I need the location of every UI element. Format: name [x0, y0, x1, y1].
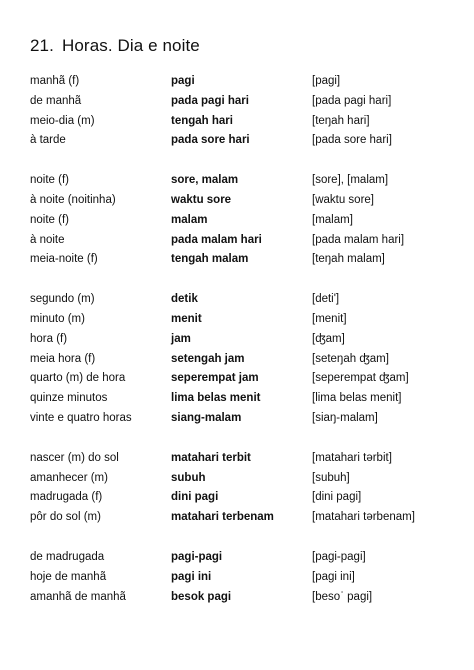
transcription: [pada sore hari]	[312, 134, 392, 147]
indonesian-term: lima belas menit	[171, 392, 261, 405]
portuguese-term: hora (f)	[30, 332, 68, 345]
vocabulary-row	[30, 112, 460, 132]
vocabulary-row	[30, 290, 460, 310]
portuguese-term: de manhã	[30, 94, 82, 107]
portuguese-term: madrugada (f)	[30, 491, 103, 504]
portuguese-term: quinze minutos	[30, 392, 108, 405]
portuguese-term: meia hora (f)	[30, 352, 96, 365]
portuguese-term: à noite	[30, 233, 65, 246]
transcription: [matahari tərbenam]	[312, 511, 415, 524]
portuguese-term: meio-dia (m)	[30, 114, 95, 127]
vocabulary-row	[30, 92, 460, 112]
indonesian-term: waktu sore	[171, 193, 232, 206]
transcription: [sore], [malam]	[312, 174, 389, 187]
portuguese-term: à noite (noitinha)	[30, 193, 116, 206]
vocabulary-list	[30, 72, 460, 627]
vocabulary-group	[30, 171, 460, 270]
portuguese-term: pôr do sol (m)	[30, 511, 101, 524]
portuguese-term: noite (f)	[30, 213, 69, 226]
vocabulary-row	[30, 72, 460, 92]
transcription: [ʤam]	[312, 332, 345, 345]
vocabulary-group	[30, 449, 460, 528]
portuguese-term: noite (f)	[30, 174, 69, 187]
vocabulary-row	[30, 350, 460, 370]
vocabulary-group	[30, 290, 460, 429]
transcription: [besoʾ pagi]	[312, 590, 373, 603]
transcription: [matahari tərbit]	[312, 451, 392, 464]
indonesian-term: menit	[171, 312, 202, 325]
vocabulary-row	[30, 389, 460, 409]
indonesian-term: sore, malam	[171, 174, 239, 187]
vocabulary-row	[30, 588, 460, 608]
transcription: [menit]	[312, 312, 347, 325]
portuguese-term: hoje de manhã	[30, 570, 107, 583]
vocabulary-row	[30, 568, 460, 588]
indonesian-term: pagi	[171, 75, 195, 87]
portuguese-term: à tarde	[30, 134, 66, 147]
indonesian-term: dini pagi	[171, 491, 219, 504]
indonesian-term: seperempat jam	[171, 372, 259, 385]
transcription: [teŋah hari]	[312, 114, 370, 127]
indonesian-term: setengah jam	[171, 352, 245, 365]
transcription: [pagi-pagi]	[312, 550, 366, 563]
portuguese-term: vinte e quatro horas	[30, 411, 132, 424]
transcription: [seteŋah ʤam]	[312, 352, 389, 365]
vocabulary-row	[30, 191, 460, 211]
indonesian-term: siang-malam	[171, 411, 242, 424]
vocabulary-row	[30, 330, 460, 350]
transcription: [pada malam hari]	[312, 233, 405, 246]
portuguese-term: nascer (m) do sol	[30, 451, 119, 464]
portuguese-term: segundo (m)	[30, 293, 95, 306]
transcription: [waktu sore]	[312, 193, 374, 206]
vocabulary-row	[30, 171, 460, 191]
transcription: [seperempat ʤam]	[312, 372, 409, 385]
transcription: [siaŋ-malam]	[312, 411, 378, 424]
indonesian-term: subuh	[171, 471, 206, 484]
indonesian-term: tengah malam	[171, 253, 249, 266]
portuguese-term: amanhecer (m)	[30, 471, 108, 484]
transcription: [subuh]	[312, 471, 350, 484]
transcription: [malam]	[312, 213, 353, 226]
transcription: [dini pagi]	[312, 491, 362, 504]
vocabulary-row	[30, 369, 460, 389]
indonesian-term: pada pagi hari	[171, 94, 249, 107]
section-title: Horas. Dia e noite	[62, 36, 200, 55]
transcription: [teŋah malam]	[312, 253, 385, 266]
portuguese-term: amanhã de manhã	[30, 590, 126, 603]
portuguese-term: quarto (m) de hora	[30, 372, 126, 385]
indonesian-term: pada sore hari	[171, 134, 250, 147]
indonesian-term: matahari terbit	[171, 451, 251, 464]
vocabulary-row	[30, 250, 460, 270]
portuguese-term: de madrugada	[30, 550, 105, 563]
indonesian-term: pada malam hari	[171, 233, 262, 246]
vocabulary-row	[30, 548, 460, 568]
vocabulary-row	[30, 211, 460, 231]
indonesian-term: detik	[171, 293, 198, 306]
indonesian-term: matahari terbenam	[171, 511, 274, 524]
vocabulary-row	[30, 231, 460, 251]
vocabulary-row	[30, 449, 460, 469]
portuguese-term: manhã (f)	[30, 75, 80, 87]
vocabulary-group	[30, 72, 460, 151]
page-title	[30, 36, 200, 56]
vocabulary-row	[30, 508, 460, 528]
portuguese-term: minuto (m)	[30, 312, 85, 325]
vocabulary-group	[30, 548, 460, 607]
transcription: [pada pagi hari]	[312, 94, 392, 107]
vocabulary-row	[30, 409, 460, 429]
indonesian-term: malam	[171, 213, 208, 226]
vocabulary-row	[30, 469, 460, 489]
indonesian-term: tengah hari	[171, 114, 233, 127]
transcription: [pagi ini]	[312, 570, 355, 583]
indonesian-term: pagi ini	[171, 570, 212, 583]
indonesian-term: besok pagi	[171, 590, 232, 603]
vocabulary-row	[30, 310, 460, 330]
transcription: [lima belas menit]	[312, 392, 402, 405]
transcription: [pagi]	[312, 75, 341, 87]
section-number: 21.	[30, 36, 54, 55]
transcription: [deti']	[312, 293, 340, 306]
portuguese-term: meia-noite (f)	[30, 253, 98, 266]
indonesian-term: pagi-pagi	[171, 550, 223, 563]
vocabulary-row	[30, 131, 460, 151]
vocabulary-row	[30, 488, 460, 508]
indonesian-term: jam	[171, 332, 191, 345]
